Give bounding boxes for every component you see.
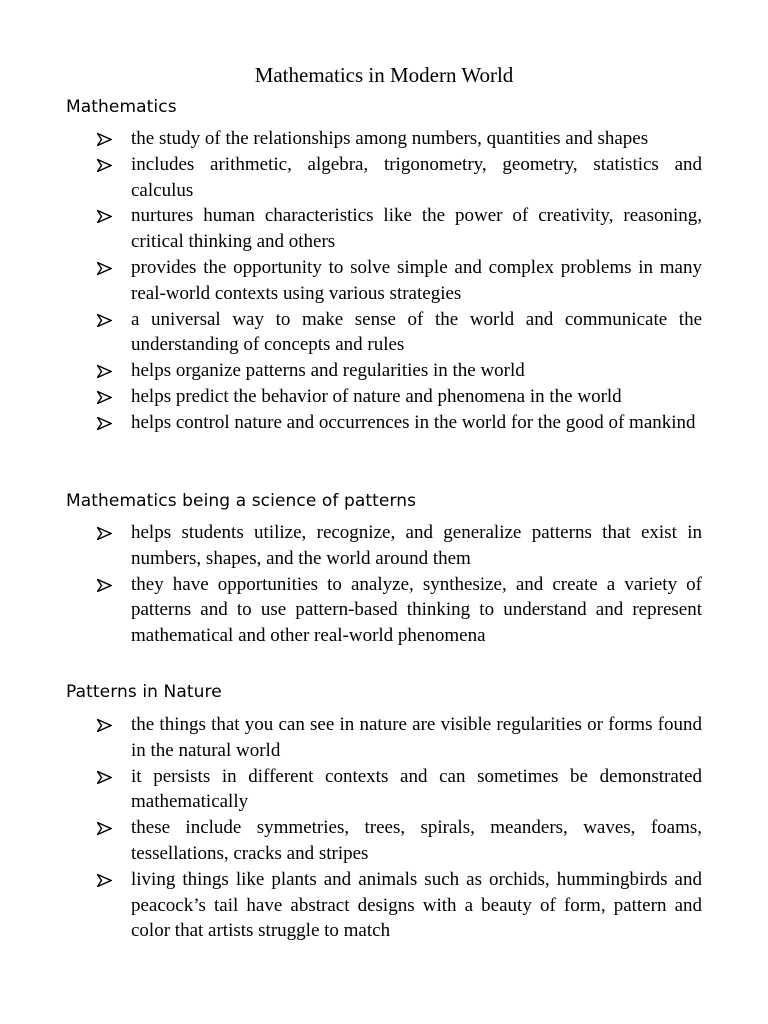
bullet-text: provides the opportunity to solve simple and complex problems in many real-world contexts using various strategies: [131, 256, 702, 304]
page-title: Mathematics in Modern World: [254, 63, 514, 87]
list-item: [66, 203, 702, 255]
bullet-text: living things like plants and animals such as orchids, hummingbirds and peacock’s tail have abstract designs with a beauty of form, pattern and color that artists struggle to match: [131, 868, 702, 942]
list-item: [66, 764, 702, 816]
list-item: [66, 572, 702, 649]
list-item: [66, 520, 702, 572]
arrowhead-bullet-icon: [97, 572, 113, 598]
arrowhead-bullet-icon: [97, 815, 113, 841]
list-item: [66, 384, 702, 410]
list-item: [66, 358, 702, 384]
bullet-text: these include symmetries, trees, spirals, meanders, waves, foams, tessellations, cracks and stripes: [131, 817, 702, 864]
list-item: [66, 126, 702, 152]
arrowhead-bullet-icon: [97, 712, 113, 738]
arrowhead-bullet-icon: [97, 867, 113, 893]
section-heading: Patterns in Nature: [66, 682, 222, 702]
bullet-text: they have opportunities to analyze, synthesize, and create a variety of patterns and to use pattern-based thinking to understand and represent mathematical and other real-world phenomena: [131, 573, 702, 647]
section-heading: Mathematics: [66, 97, 177, 117]
list-item: [66, 867, 702, 944]
list-item: [66, 152, 702, 204]
bullet-text: helps organize patterns and regularities in the world: [131, 360, 525, 382]
bullet-text: the things that you can see in nature are visible regularities or forms found in the natural world: [131, 714, 702, 761]
section-patterns-in-nature: [66, 680, 706, 944]
list-item: [66, 255, 702, 307]
bullet-text: nurtures human characteristics like the power of creativity, reasoning, critical thinking and others: [131, 205, 702, 253]
arrowhead-bullet-icon: [97, 358, 113, 384]
bullet-list: [66, 712, 706, 944]
bullet-text: includes arithmetic, algebra, trigonometry, geometry, statistics and calculus: [131, 153, 702, 201]
arrowhead-bullet-icon: [97, 255, 113, 281]
bullet-text: it persists in different contexts and can sometimes be demonstrated mathematically: [131, 765, 702, 813]
bullet-list: [66, 126, 706, 436]
list-item: [66, 712, 702, 764]
section-heading: Mathematics being a science of patterns: [66, 491, 417, 511]
list-item: [66, 815, 702, 867]
section-science-of-patterns: [66, 489, 706, 649]
arrowhead-bullet-icon: [97, 126, 113, 152]
arrowhead-bullet-icon: [97, 152, 113, 178]
bullet-list: [66, 520, 706, 649]
arrowhead-bullet-icon: [97, 307, 113, 333]
list-item: [66, 307, 702, 359]
arrowhead-bullet-icon: [97, 764, 113, 790]
bullet-text: helps students utilize, recognize, and generalize patterns that exist in numbers, shapes, and the world around them: [131, 522, 702, 569]
arrowhead-bullet-icon: [97, 520, 113, 546]
section-mathematics: [66, 95, 706, 436]
bullet-text: helps predict the behavior of nature and phenomena in the world: [131, 385, 622, 407]
list-item: [66, 410, 702, 436]
bullet-text: a universal way to make sense of the world and communicate the understanding of concepts and rules: [131, 308, 702, 356]
arrowhead-bullet-icon: [97, 410, 113, 436]
arrowhead-bullet-icon: [97, 203, 113, 229]
bullet-text: the study of the relationships among numbers, quantities and shapes: [131, 128, 649, 149]
bullet-text: helps control nature and occurrences in the world for the good of mankind: [131, 411, 696, 433]
arrowhead-bullet-icon: [97, 384, 113, 410]
